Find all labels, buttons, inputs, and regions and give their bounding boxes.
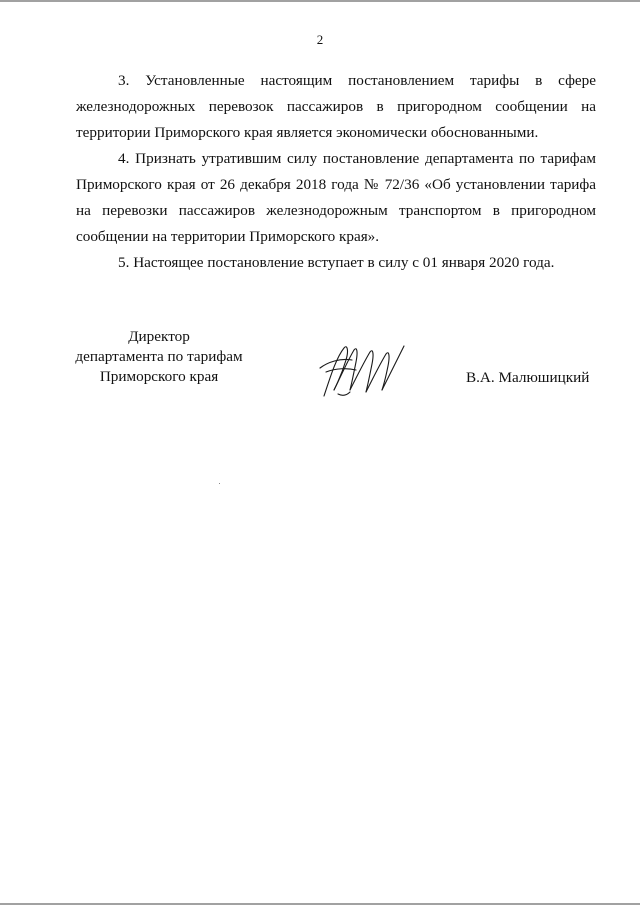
paragraph-5: 5. Настоящее постановление вступает в силу с 01 января 2020 года. <box>118 254 555 271</box>
scan-border-top <box>0 0 640 2</box>
document-body <box>76 68 596 276</box>
scan-speck <box>219 483 220 484</box>
signatory-title-line1: Директор <box>128 328 190 345</box>
signatory-name: В.А. Малюшицкий <box>466 369 590 386</box>
signatory-title <box>74 327 244 387</box>
signatory-title-line2: департамента по тарифам <box>75 348 243 365</box>
page-number: 2 <box>316 32 324 47</box>
signatory-title-line3: Приморского края <box>99 368 219 385</box>
paragraph-3: 3. Установленные настоящим постановлением тарифы в сфере железнодорожных перевозок пассажиров в пригородном сообщении на территории Приморского края является экономически обоснованными. <box>76 72 596 141</box>
paragraph-4: 4. Признать утратившим силу постановление департамента по тарифам Приморского края от 26 декабря 2018 года № 72/36 «Об установлении тарифа на перевозки пассажиров железнодорожным транспортом в пригородном сообщении на территории Приморского края». <box>76 150 596 245</box>
signature-icon <box>316 338 416 402</box>
handwritten-signature <box>316 338 416 402</box>
